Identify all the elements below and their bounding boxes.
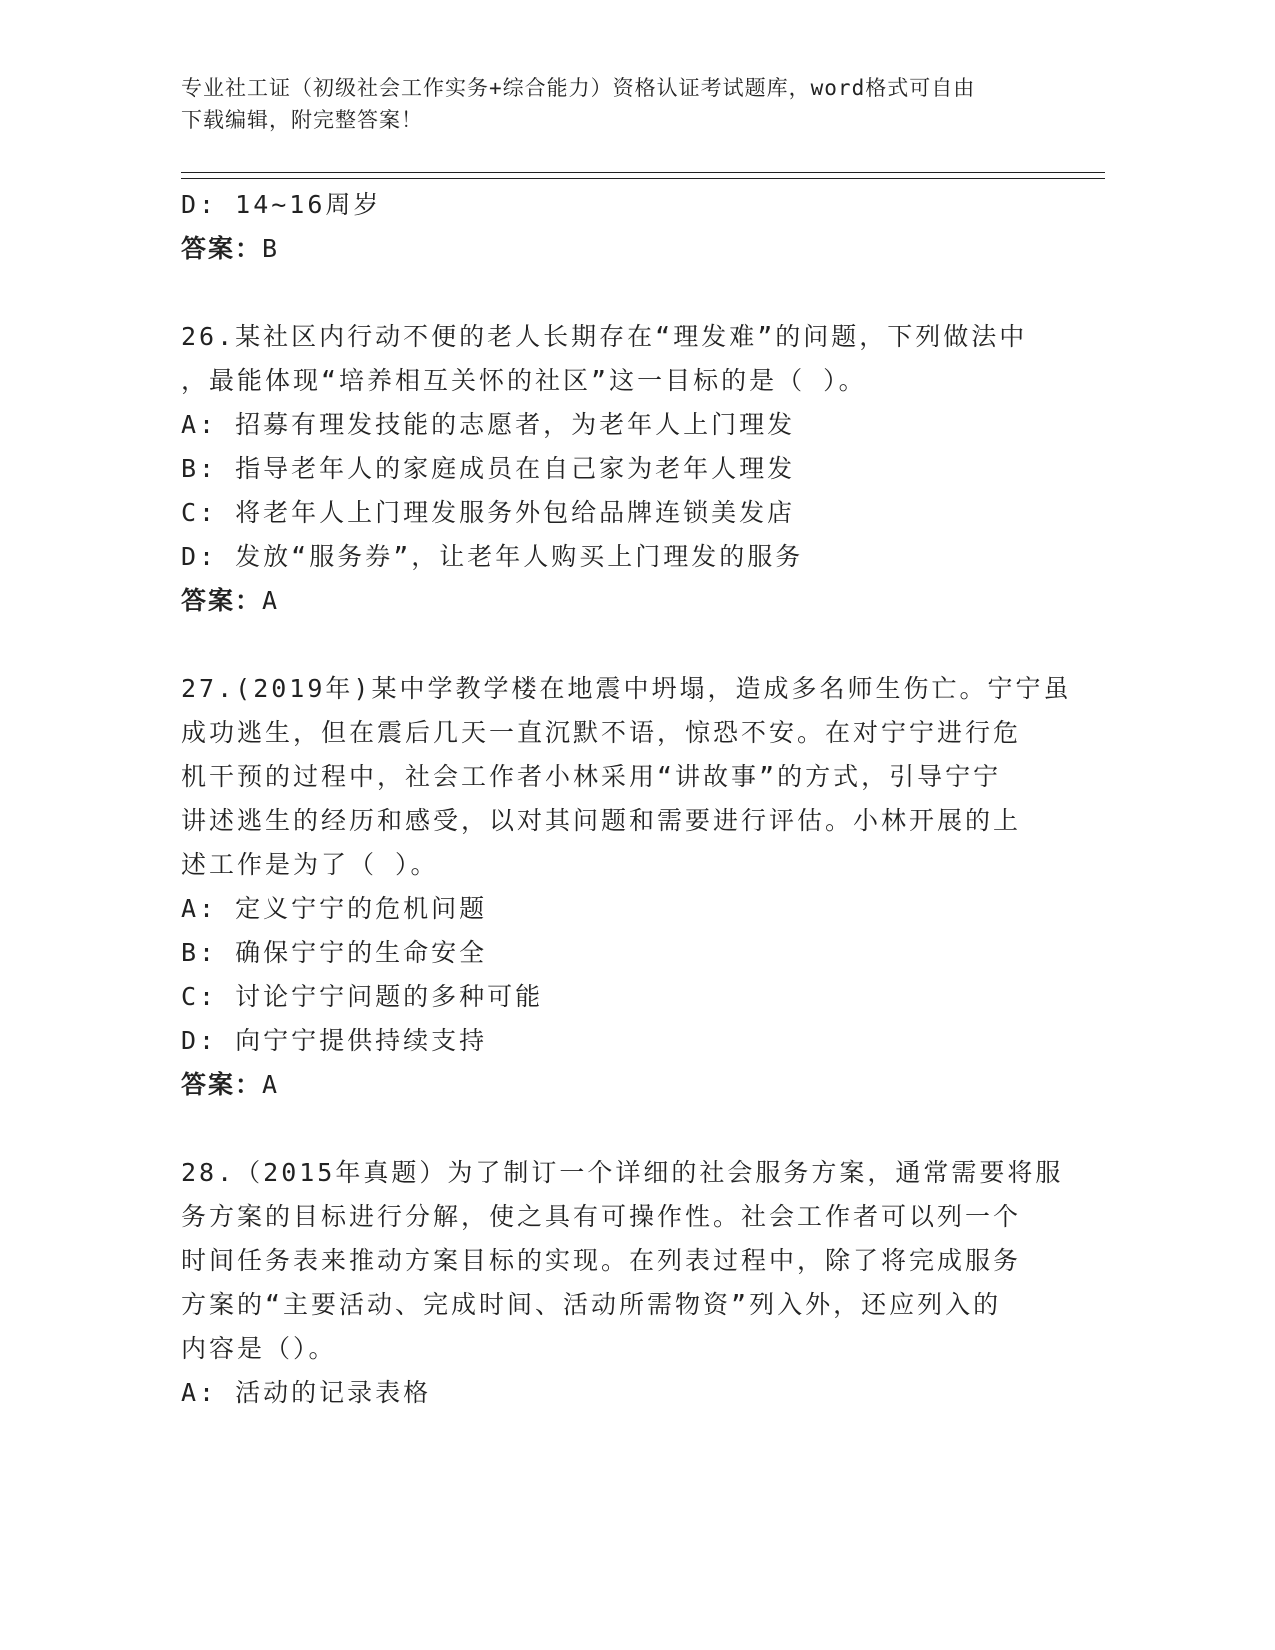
header-rule-top: [181, 172, 1105, 173]
prev-option-d: D: 14~16周岁: [181, 190, 382, 219]
question-27: [181, 667, 1072, 1107]
q27-option-b: B: 确保宁宁的生命安全: [181, 938, 488, 967]
q26-stem-line: ，最能体现“培养相互关怀的社区”这一目标的是（ ）。: [181, 366, 867, 395]
document-body: [181, 183, 1072, 1415]
q28-stem-line: 务方案的目标进行分解，使之具有可操作性。社会工作者可以列一个: [181, 1202, 1022, 1231]
q28-stem-line: 28.（2015年真题）为了制订一个详细的社会服务方案，通常需要将服: [181, 1158, 1064, 1187]
q26-answer: 答案：A: [181, 586, 280, 615]
q26-option-d: D: 发放“服务券”，让老年人购买上门理发的服务: [181, 542, 804, 571]
q27-stem-line: 述工作是为了（ ）。: [181, 850, 439, 879]
q28-stem-line: 时间任务表来推动方案目标的实现。在列表过程中，除了将完成服务: [181, 1246, 1022, 1275]
q27-stem-line: 机干预的过程中，社会工作者小林采用“讲故事”的方式，引导宁宁: [181, 762, 1002, 791]
document-header: [181, 72, 1081, 136]
q26-option-c: C: 将老年人上门理发服务外包给品牌连锁美发店: [181, 498, 796, 527]
q28-option-a: A: 活动的记录表格: [181, 1378, 432, 1407]
q27-answer: 答案：A: [181, 1070, 280, 1099]
question-28: [181, 1151, 1064, 1415]
q27-option-a: A: 定义宁宁的危机问题: [181, 894, 488, 923]
q27-option-c: C: 讨论宁宁问题的多种可能: [181, 982, 544, 1011]
q28-stem-line: 方案的“主要活动、完成时间、活动所需物资”列入外，还应列入的: [181, 1290, 1002, 1319]
header-line-1: 专业社工证（初级社会工作实务+综合能力）资格认证考试题库，word格式可自由: [181, 76, 976, 100]
q26-stem-line: 26.某社区内行动不便的老人长期存在“理发难”的问题，下列做法中: [181, 322, 1028, 351]
header-line-2: 下载编辑，附完整答案！: [181, 108, 423, 132]
header-rule-bottom: [181, 178, 1105, 179]
q27-stem-line: 成功逃生，但在震后几天一直沉默不语，惊恐不安。在对宁宁进行危: [181, 718, 1022, 747]
q26-option-a: A: 招募有理发技能的志愿者，为老年人上门理发: [181, 410, 796, 439]
q27-stem-line: 讲述逃生的经历和感受，以对其问题和需要进行评估。小林开展的上: [181, 806, 1022, 835]
q27-option-d: D: 向宁宁提供持续支持: [181, 1026, 488, 1055]
q28-stem-line: 内容是（）。: [181, 1334, 337, 1363]
q27-stem-line: 27.(2019年)某中学教学楼在地震中坍塌，造成多名师生伤亡。宁宁虽: [181, 674, 1072, 703]
q26-option-b: B: 指导老年人的家庭成员在自己家为老年人理发: [181, 454, 796, 483]
prev-answer: 答案：B: [181, 234, 280, 263]
question-26: [181, 315, 1041, 623]
